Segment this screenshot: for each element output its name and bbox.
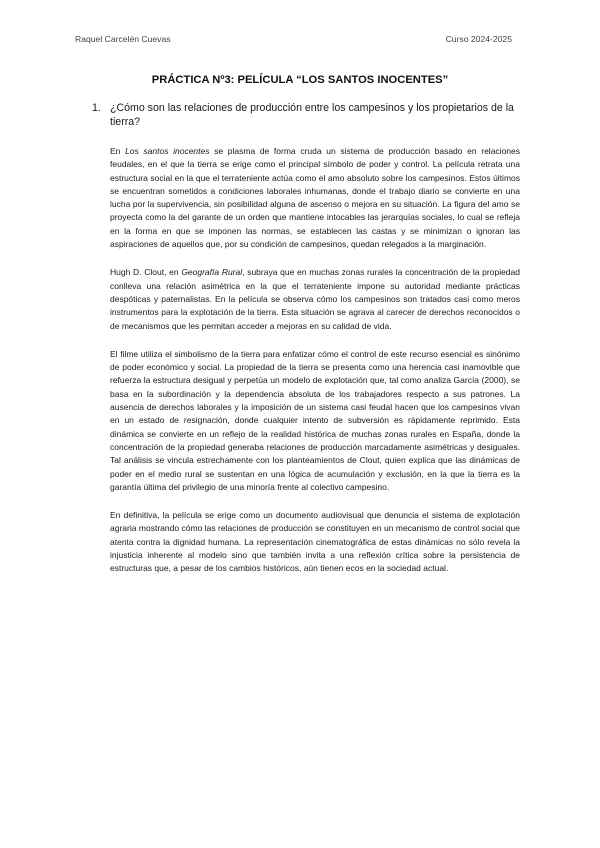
answer-body — [110, 145, 520, 591]
paragraph-3: El filme utiliza el simbolismo de la tierra para enfatizar cómo el control de este recurso esencial es sinónimo de poder económico y social. La propiedad de la tierra se presenta como una herencia casi inamovible que refuerza la estructura desigual y perpetúa un modelo de explotación que, tal como analiza García (2000), se basa en la subordinación y la dependencia absoluta de los trabajadores respecto a sus patrones. La ausencia de derechos laborales y la imposición de un sistema casi feudal hacen que los campesinos vivan en un estado de resignación, donde cualquier intento de subversión es rápidamente reprimido. Esta dinámica se convierte en un reflejo de la realidad histórica de muchas zonas rurales en España, donde la concentración de la propiedad generaba relaciones de producción marcadamente asimétricas y desiguales. Tal análisis se vincula estrechamente con los planteamientos de Clout, quien explica que las dinámicas de poder en el medio rural se sustentan en una lógica de acumulación y exclusión, en la que la tierra es la garantía última del privilegio de una minoría frente al colectivo campesino. — [110, 348, 520, 492]
paragraph-2-prefix: Hugh D. Clout, en — [110, 267, 182, 278]
paragraph-1 — [110, 145, 520, 251]
film-title: Los santos inocentes — [125, 146, 210, 156]
header-course: Curso 2024-2025 — [445, 34, 512, 44]
document-title: PRÁCTICA Nº3: PELÍCULA “LOS SANTOS INOCENTES” — [151, 74, 449, 86]
paragraph-1-rest: se plasma de forma cruda un sistema de producción basado en relaciones feudales, en el que la tierra se erige como el principal símbolo de poder y control. La película retrata una estructura social en la que el terrateniente actúa como el amo absoluto sobre los campesinos. Estos últimos se encuentran sometidos a condiciones laborales inhumanas, donde el trabajo diario se convierte en una lucha por la supervivencia, sin posibilidad alguna de ascenso o mejora en su situación. La figura del amo se proyecta como la del garante de un orden que mantiene intocables las jerarquías sociales, lo cual se refleja en la forma en que se imponen las normas, se establecen las castas y se minimizan o ignoran las aspiraciones de aquellos que, por su condición de campesinos, quedan relegados a la marginación. — [110, 146, 520, 250]
paragraph-1-prefix: En — [110, 146, 126, 156]
header-author: Raquel Carcelén Cuevas — [75, 34, 171, 44]
paragraph-2 — [110, 266, 520, 332]
question-item — [92, 101, 520, 129]
paragraph-4: En definitiva, la película se erige como un documento audiovisual que denuncia el sistema de explotación agraria mostrando cómo las relaciones de producción se constituyen en un mecanismo de control social que atenta contra la dignidad humana. La representación cinematográfica de estas dinámicas no sólo revela la injusticia inherente al modelo sino que también invita a una reflexión crítica sobre la persistencia de estructuras que, a pesar de los cambios históricos, aún tienen ecos en la sociedad actual. — [110, 510, 520, 574]
page-header — [75, 34, 512, 44]
question-number: 1. — [92, 102, 101, 114]
book-title: Geografía Rural — [181, 267, 243, 278]
question-text: ¿Cómo son las relaciones de producción entre los campesinos y los propietarios de la tierra? — [110, 102, 514, 128]
paragraph-2-rest: , subraya que en muchas zonas rurales la concentración de la propiedad conlleva una relación asimétrica en la que el terrateniente impone su autoridad mediante prácticas despóticas y paternalistas. En la película se observa cómo los campesinos son tratados casi como meros instrumentos para la explotación de la tierra. Esta situación se agrava al carecer de derechos reconocidos o de mecanismos que les permitan acceder a mejoras en su calidad de vida. — [110, 267, 520, 331]
